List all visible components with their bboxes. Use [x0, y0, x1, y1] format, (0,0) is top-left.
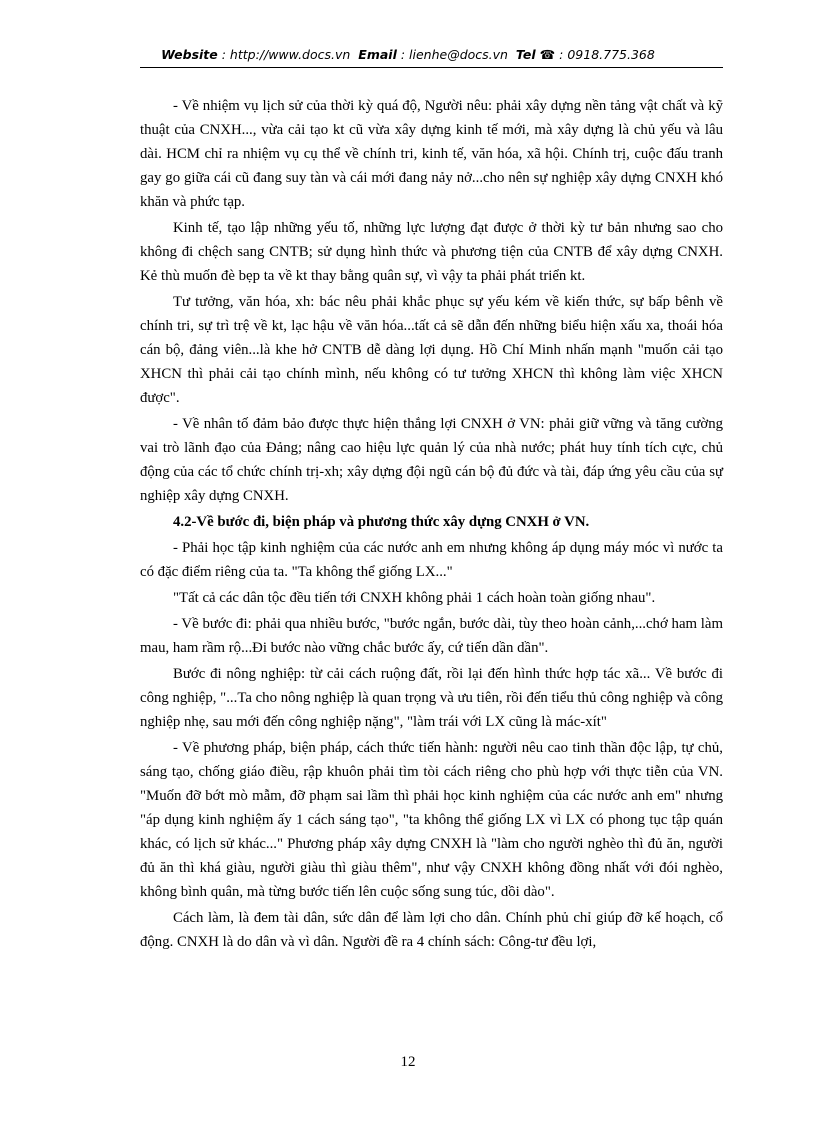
website-value: : http://www.docs.vn: [221, 47, 351, 62]
paragraph: - Về bước đi: phải qua nhiều bước, "bước ngắn, bước dài, tùy theo hoàn cảnh,...chớ ham làm mau, ham rầm rộ...Đi bước nào vững chắc bước ấy, cứ tiến dần dần".: [140, 616, 723, 656]
paragraph: - Về nhân tố đảm bảo được thực hiện thắng lợi CNXH ở VN: phải giữ vững và tăng cường vai trò lãnh đạo của Đảng; nâng cao hiệu lực quản lý của nhà nước; phát huy tính tích cực, chủ động của các tổ chức chính trị-xh; xây dựng đội ngũ cán bộ đủ đức và tài, đáp ứng yêu cầu của sự nghiệp xây dựng CNXH.: [140, 416, 723, 504]
paragraph: Kinh tế, tạo lập những yếu tố, những lực lượng đạt được ở thời kỳ tư bản nhưng sao cho không đi chệch sang CNTB; sử dụng hình thức và phương tiện của CNTB để xây dựng CNXH. Kẻ thù muốn đè bẹp ta về kt thay bằng quân sự, vì vậy ta phải phát triển kt.: [140, 220, 723, 284]
email-label: Email: [358, 47, 397, 62]
phone-icon: ☎: [539, 47, 556, 62]
page-header: [140, 47, 676, 62]
tel-label: Tel: [515, 47, 536, 62]
page-number: 12: [400, 1054, 416, 1070]
paragraph: - Về phương pháp, biện pháp, cách thức tiến hành: người nêu cao tinh thần độc lập, tự chủ, sáng tạo, chống giáo điều, rập khuôn phải tìm tòi cách riêng cho phù hợp với thực tiễn của VN. "Muốn đỡ bớt mò mẫm, đỡ phạm sai lầm thì phải học kinh nghiệm của các nước anh em" nhưng "áp dụng kinh nghiệm ấy 1 cách sáng tạo", "ta không thể giống LX vì LX có phong tục tập quán khác, có lịch sử khác..." Phương pháp xây dựng CNXH là "làm cho người nghèo thì đủ ăn, người đủ ăn thì khá giàu, người giàu thì giàu thêm", như vậy CNXH không đồng nhất với đói nghèo, không bình quân, mà từng bước tiến lên cuộc sống sung túc, dồi dào".: [140, 740, 723, 900]
header-divider: [140, 67, 723, 68]
paragraph: Cách làm, là đem tài dân, sức dân để làm lợi cho dân. Chính phủ chỉ giúp đỡ kế hoạch, cổ động. CNXH là do dân và vì dân. Người đề ra 4 chính sách: Công-tư đều lợi,: [140, 910, 723, 950]
document-body: [140, 94, 723, 956]
paragraph: Tư tưởng, văn hóa, xh: bác nêu phải khắc phục sự yếu kém về kiến thức, sự bấp bênh về chính tri, sự trì trệ về kt, lạc hậu về văn hóa...tất cả sẽ dẫn đến những biểu hiện xấu xa, thoái hóa cán bộ, đảng viên...là khe hở CNTB dễ dàng lợi dụng. Hồ Chí Minh nhấn mạnh "muốn cải tạo XHCN thì phải cải tạo chính mình, nếu không có tư tưởng XHCN thì không làm việc XHCN được".: [140, 294, 723, 406]
paragraph: - Về nhiệm vụ lịch sử của thời kỳ quá độ, Người nêu: phải xây dựng nền tảng vật chất và kỹ thuật của CNXH..., vừa cải tạo kt cũ vừa xây dựng kinh tế mới, mà xây dựng là chủ yếu và lâu dài. HCM chỉ ra nhiệm vụ cụ thể về chính tri, kinh tế, văn hóa, xã hội. Chính trị, cuộc đấu tranh gay go giữa cái cũ đang suy tàn và cái mới đang nảy nở...cho nên sự nghiệp xây dựng CNXH khó khăn và phức tạp.: [140, 98, 723, 210]
tel-value: : 0918.775.368: [559, 47, 655, 62]
website-label: Website: [161, 47, 218, 62]
paragraph: Bước đi nông nghiệp: từ cải cách ruộng đất, rồi lại đến hình thức hợp tác xã... Về bước đi công nghiệp, "...Ta cho nông nghiệp là quan trọng và ưu tiên, rồi đến tiểu thủ công nghiệp và công nghiệp nhẹ, sau mới đến công nghiệp nặng", "làm trái với LX cũng là mác-xít": [140, 666, 723, 730]
paragraph: - Phải học tập kinh nghiệm của các nước anh em nhưng không áp dụng máy móc vì nước ta có đặc điểm riêng của ta. "Ta không thể giống LX...": [140, 540, 723, 580]
section-heading: 4.2-Về bước đi, biện pháp và phương thức xây dựng CNXH ở VN.: [173, 514, 590, 530]
email-value: : lienhe@docs.vn: [400, 47, 508, 62]
paragraph: "Tất cả các dân tộc đều tiến tới CNXH không phải 1 cách hoàn toàn giống nhau".: [173, 590, 656, 606]
